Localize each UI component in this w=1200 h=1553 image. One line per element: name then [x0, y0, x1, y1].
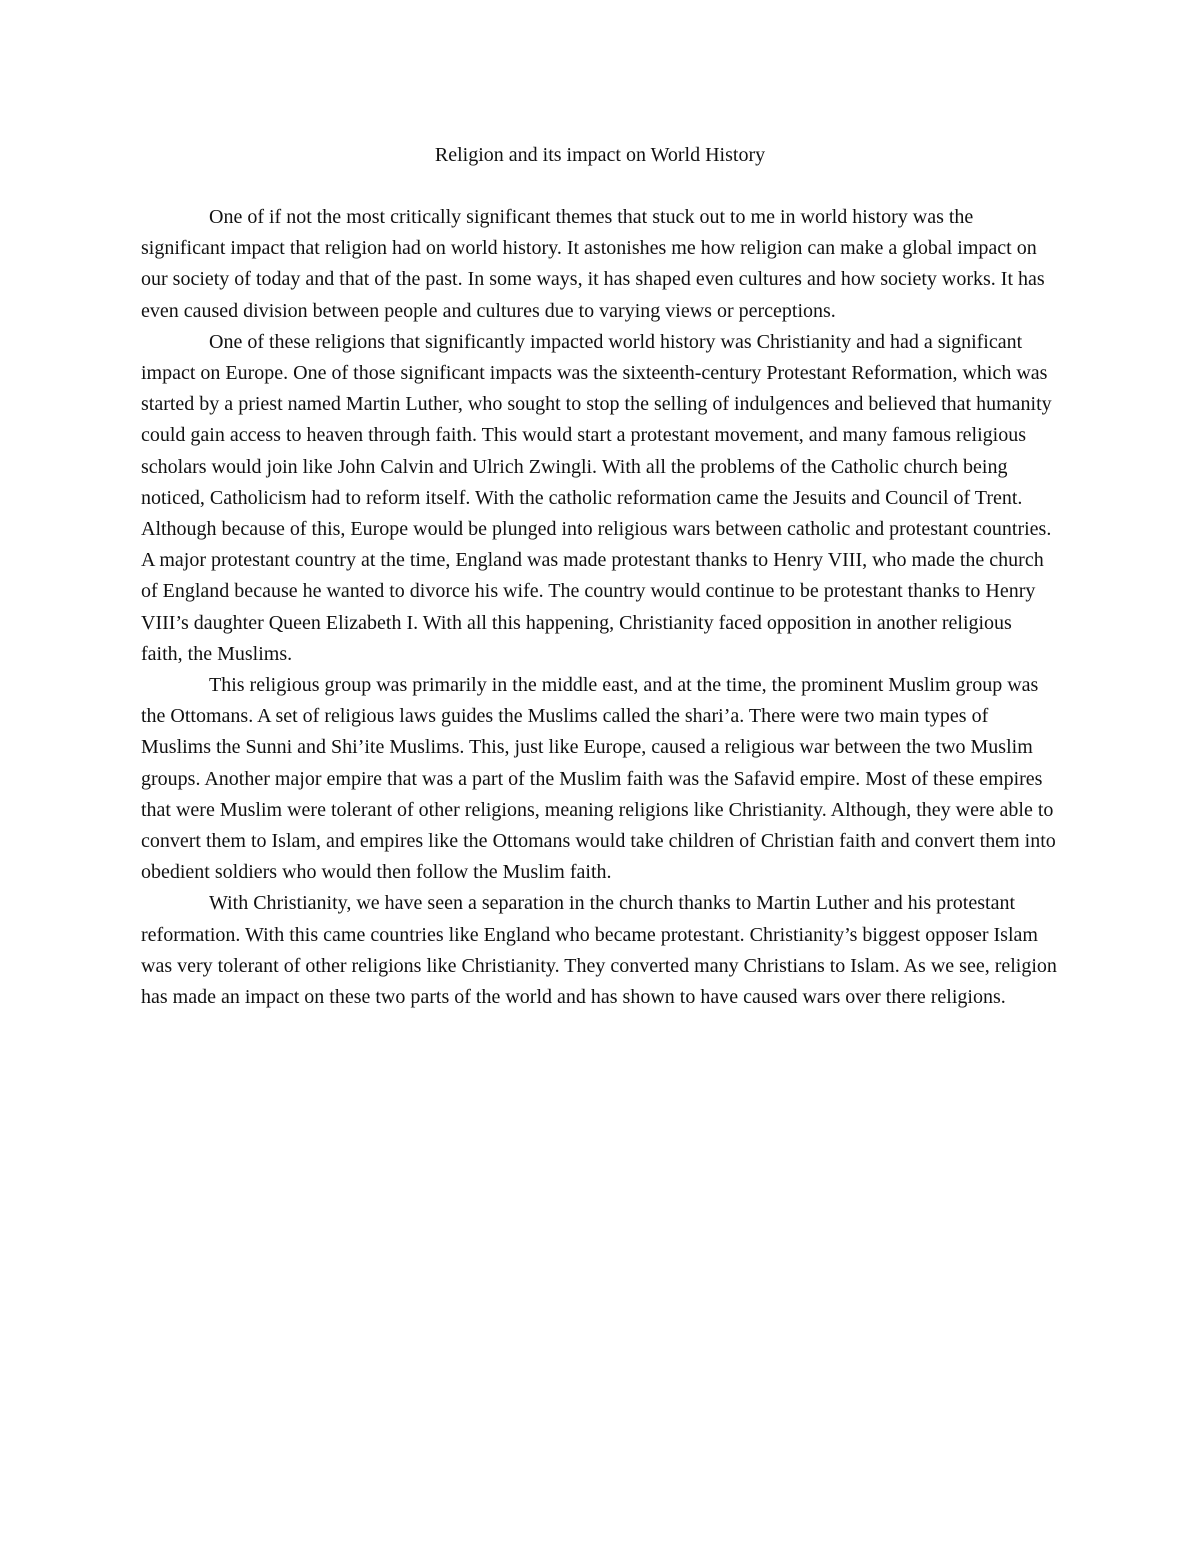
paragraph-4: With Christianity, we have seen a separation in the church thanks to Martin Luther and his protestant reformation. With this came countries like England who became protestant. Christianity’s biggest opposer Islam was very tolerant of other religions like Christianity. They converted many Christians to Islam. As we see, religion has made an impact on these two parts of the world and has shown to have caused wars over there religions. — [141, 892, 1057, 1009]
paragraph-3: This religious group was primarily in the middle east, and at the time, the prominent Muslim group was the Ottomans. A set of religious laws guides the Muslims called the shari’a. There were two main types of Muslims the Sunni and Shi’ite Muslims. This, just like Europe, caused a religious war between the two Muslim groups. Another major empire that was a part of the Muslim faith was the Safavid empire. Most of these empires that were Muslim were tolerant of other religions, meaning religions like Christianity. Although, they were able to convert them to Islam, and empires like the Ottomans would take children of Christian faith and convert them into obedient soldiers who would then follow the Muslim faith. — [141, 674, 1056, 884]
document-title: Religion and its impact on World History — [434, 144, 766, 166]
paragraph-2: One of these religions that significantly impacted world history was Christianity and had a significant impact on Europe. One of those significant impacts was the sixteenth-century Protestant Reformation, which was started by a priest named Martin Luther, who sought to stop the selling of indulgences and believed that humanity could gain access to heaven through faith. This would start a protestant movement, and many famous religious scholars would join like John Calvin and Ulrich Zwingli. With all the problems of the Catholic church being noticed, Catholicism had to reform itself. With the catholic reformation came the Jesuits and Council of Trent. Although because of this, Europe would be plunged into religious wars between catholic and protestant countries. A major protestant country at the time, England was made protestant thanks to Henry VIII, who made the church of England because he wanted to divorce his wife. The country would continue to be protestant thanks to Henry VIII’s daughter Queen Elizabeth I. With all this happening, Christianity faced opposition in another religious faith, the Muslims. — [141, 330, 1052, 665]
paragraph-1: One of if not the most critically significant themes that stuck out to me in world history was the significant impact that religion had on world history. It astonishes me how religion can make a global impact on our society of today and that of the past. In some ways, it has shaped even cultures and how society works. It has even caused division between people and cultures due to varying views or perceptions. — [141, 206, 1045, 322]
document-body — [141, 202, 1057, 1013]
